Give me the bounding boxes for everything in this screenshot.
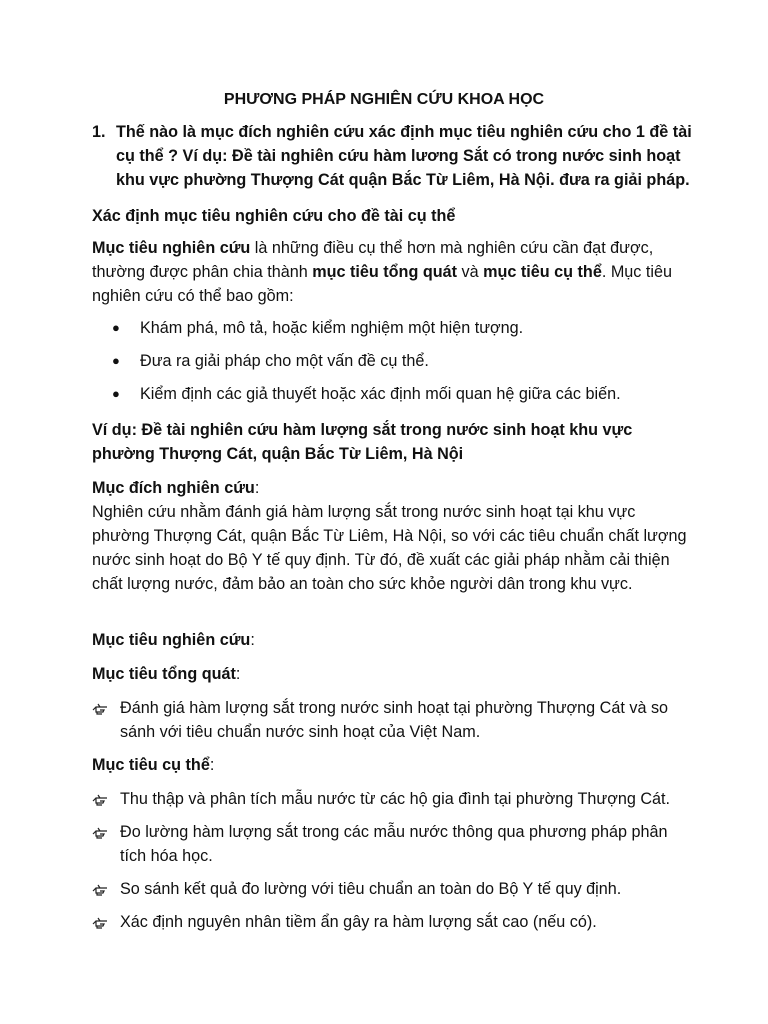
specific-objective-text: Đo lường hàm lượng sắt trong các mẫu nước thông qua phương pháp phân tích hóa học. xyxy=(120,823,668,865)
purpose-label: Mục đích nghiên cứu xyxy=(92,479,255,497)
purpose-colon: : xyxy=(254,479,260,497)
hand-pointing-icon xyxy=(92,882,109,896)
hand-pointing-icon xyxy=(92,825,109,839)
objectives-heading xyxy=(92,628,692,652)
specific-objective-text: Thu thập và phân tích mẫu nước từ các hộ gia đình tại phường Thượng Cát. xyxy=(120,790,671,808)
general-objective-label: Mục tiêu tổng quát xyxy=(92,665,236,683)
general-objective-text: Đánh giá hàm lượng sắt trong nước sinh hoạt tại phường Thượng Cát và so sánh với tiêu chuẩn nước sinh hoạt của Việt Nam. xyxy=(120,699,669,741)
checklist-item xyxy=(92,696,692,744)
bullet-item xyxy=(112,382,692,406)
specific-objective-text: So sánh kết quả đo lường với tiêu chuẩn an toàn do Bộ Y tế quy định. xyxy=(120,880,622,898)
specific-objective-text: Xác định nguyên nhân tiềm ẩn gây ra hàm lượng sắt cao (nếu có). xyxy=(120,913,597,931)
general-objective-colon: : xyxy=(235,665,241,683)
general-objective-heading xyxy=(92,662,692,686)
purpose-heading xyxy=(92,476,692,500)
checklist-item xyxy=(92,877,692,901)
bullet-text: Kiểm định các giả thuyết hoặc xác định mối quan hệ giữa các biến. xyxy=(140,385,621,403)
checklist-item xyxy=(92,820,692,868)
bullet-dot-icon: ● xyxy=(112,353,120,368)
specific-objective-label: Mục tiêu cụ thể xyxy=(92,756,210,774)
question-text: Thế nào là mục đích nghiên cứu xác định mục tiêu nghiên cứu cho 1 đề tài cụ thể ? Ví dụ: Đề tài nghiên cứu hàm lương Sắt có trong nước sinh hoạt khu vực phường Thượng Cát quận Bắc Từ Liêm, Hà Nội. đưa ra giải pháp. xyxy=(116,123,692,189)
section-heading-define: Xác định mục tiêu nghiên cứu cho đề tài cụ thể xyxy=(92,207,456,225)
hand-pointing-icon xyxy=(92,701,109,715)
specific-objective-colon: : xyxy=(209,756,215,774)
definition-text-1: là những điều cụ thể hơn mà nghiên cứu cần đạt được, thường được phân chia thành xyxy=(92,239,654,281)
definition-general: mục tiêu tổng quát xyxy=(312,263,457,281)
bullet-text: Đưa ra giải pháp cho một vấn đề cụ thể. xyxy=(140,352,429,370)
definition-specific: mục tiêu cụ thể xyxy=(483,263,602,281)
example-heading: Ví dụ: Đề tài nghiên cứu hàm lượng sắt trong nước sinh hoạt khu vực phường Thượng Cát, quận Bắc Từ Liêm, Hà Nội xyxy=(92,421,633,463)
question-number: 1. xyxy=(92,123,106,141)
hand-pointing-icon xyxy=(92,915,109,929)
bullet-dot-icon: ● xyxy=(112,386,120,401)
bullet-item xyxy=(112,316,692,340)
hand-pointing-icon xyxy=(92,792,109,806)
specific-objective-heading xyxy=(92,753,692,777)
bullet-text: Khám phá, mô tả, hoặc kiểm nghiệm một hiện tượng. xyxy=(140,319,524,337)
purpose-text: Nghiên cứu nhằm đánh giá hàm lượng sắt trong nước sinh hoạt tại khu vực phường Thượng Cát, quận Bắc Từ Liêm, Hà Nội, so với các tiêu chuẩn chất lượng nước sinh hoạt do Bộ Y tế quy định. Từ đó, đề xuất các giải pháp nhằm cải thiện chất lượng nước, đảm bảo an toàn cho sức khỏe người dân trong khu vực. xyxy=(92,503,687,593)
objectives-label: Mục tiêu nghiên cứu xyxy=(92,631,251,649)
checklist-item xyxy=(92,787,692,811)
checklist-item xyxy=(92,910,692,934)
definition-paragraph xyxy=(92,236,692,308)
definition-and: và xyxy=(457,263,484,281)
question-1 xyxy=(92,120,692,192)
objectives-colon: : xyxy=(250,631,255,649)
definition-text-2: . Mục tiêu nghiên cứu có thể bao gồm: xyxy=(92,263,673,305)
bullet-item xyxy=(112,349,692,373)
bullet-dot-icon: ● xyxy=(112,320,120,335)
document-title: PHƯƠNG PHÁP NGHIÊN CỨU KHOA HỌC xyxy=(223,91,545,108)
definition-term: Mục tiêu nghiên cứu xyxy=(92,239,251,257)
